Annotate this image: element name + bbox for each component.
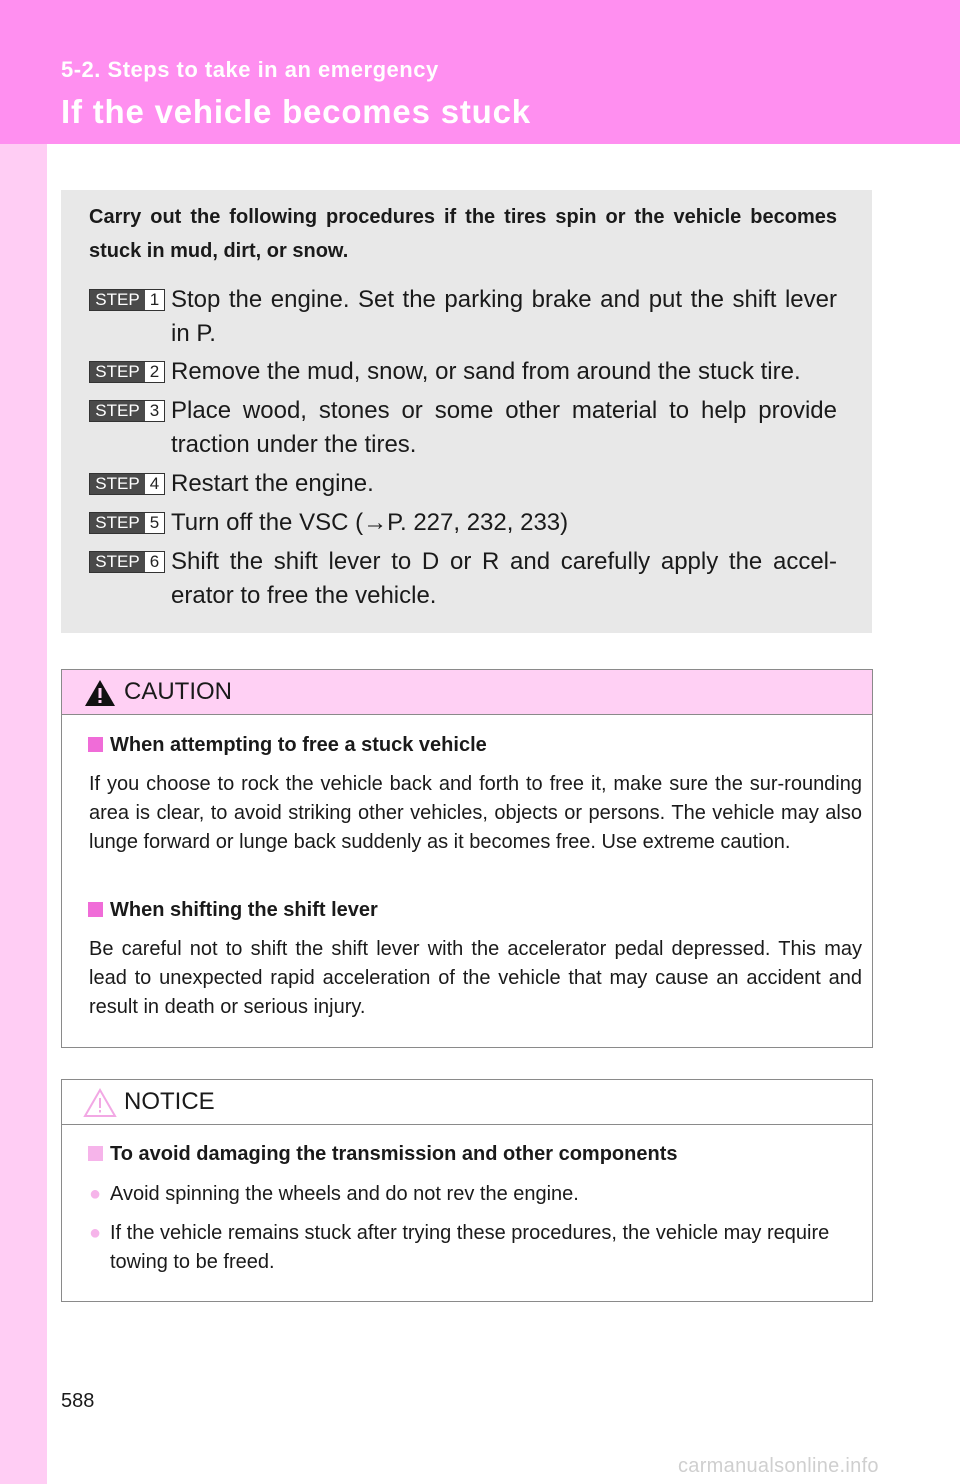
step-5 [89, 506, 837, 540]
watermark: carmanualsonline.info [678, 1455, 879, 1477]
step-badge: STEP 4 [89, 473, 165, 495]
step-badge: STEP 1 [89, 289, 165, 311]
left-margin-band [0, 0, 47, 1484]
square-bullet-icon [88, 737, 103, 752]
notice-bullet: ● Avoid spinning the wheels and do not rev the engine. [89, 1183, 579, 1205]
step-badge: STEP 3 [89, 400, 165, 422]
step-3 [89, 394, 837, 462]
warning-triangle-filled-icon [83, 678, 117, 708]
step-text: Stop the engine. Set the parking brake and put the shift lever in P. [171, 286, 837, 347]
step-text: Turn off the VSC (→P. 227, 232, 233) [171, 509, 569, 536]
circle-bullet-icon: ● [89, 1222, 102, 1244]
step-text: Place wood, stones or some other material to help provide traction under the tires. [171, 397, 837, 458]
notice-header [62, 1080, 872, 1125]
step-2 [89, 355, 837, 389]
step-badge: STEP 6 [89, 551, 165, 573]
caution-item-title: When shifting the shift lever [88, 899, 378, 922]
notice-label: NOTICE [124, 1088, 215, 1115]
square-bullet-icon [88, 1146, 103, 1161]
circle-bullet-icon: ● [89, 1183, 102, 1205]
page-title: If the vehicle becomes stuck [61, 93, 531, 130]
caution-item-body: If you choose to rock the vehicle back and forth to free it, make sure the sur-rounding area is clear, to avoid striking other vehicles, objects or persons. The vehicle may also lunge forward or lunge back suddenly as it becomes free. Use extreme caution. [89, 773, 862, 853]
intro-text: Carry out the following procedures if the tires spin or the vehicle becomes stuck in mud, dirt, or snow. [89, 206, 837, 262]
step-1 [89, 283, 837, 351]
step-text: Remove the mud, snow, or sand from around the stuck tire. [171, 358, 801, 385]
warning-triangle-outline-icon [83, 1088, 117, 1118]
step-text: Shift the shift lever to D or R and carefully apply the accel-erator to free the vehicle. [171, 548, 837, 609]
caution-item-body: Be careful not to shift the shift lever with the accelerator pedal depressed. This may lead to unexpected rapid acceleration of the vehicle that may cause an accident and result in death or serious injury. [89, 938, 862, 1018]
caution-item-title: When attempting to free a stuck vehicle [88, 734, 487, 757]
step-badge: STEP 5 [89, 512, 165, 534]
step-text: Restart the engine. [171, 470, 374, 497]
page-header [0, 0, 960, 144]
step-6 [89, 545, 837, 613]
notice-box [61, 1079, 873, 1302]
step-4 [89, 467, 837, 501]
caution-box [61, 669, 873, 1048]
caution-header [62, 670, 872, 715]
section-label: 5-2. Steps to take in an emergency [61, 57, 439, 82]
notice-bullet: ● If the vehicle remains stuck after trying these procedures, the vehicle may require towing to be freed. [89, 1222, 830, 1273]
caution-label: CAUTION [124, 678, 232, 705]
notice-item-title: To avoid damaging the transmission and other components [88, 1143, 677, 1166]
square-bullet-icon [88, 902, 103, 917]
step-badge: STEP 2 [89, 361, 165, 383]
page-number: 588 [61, 1390, 95, 1412]
